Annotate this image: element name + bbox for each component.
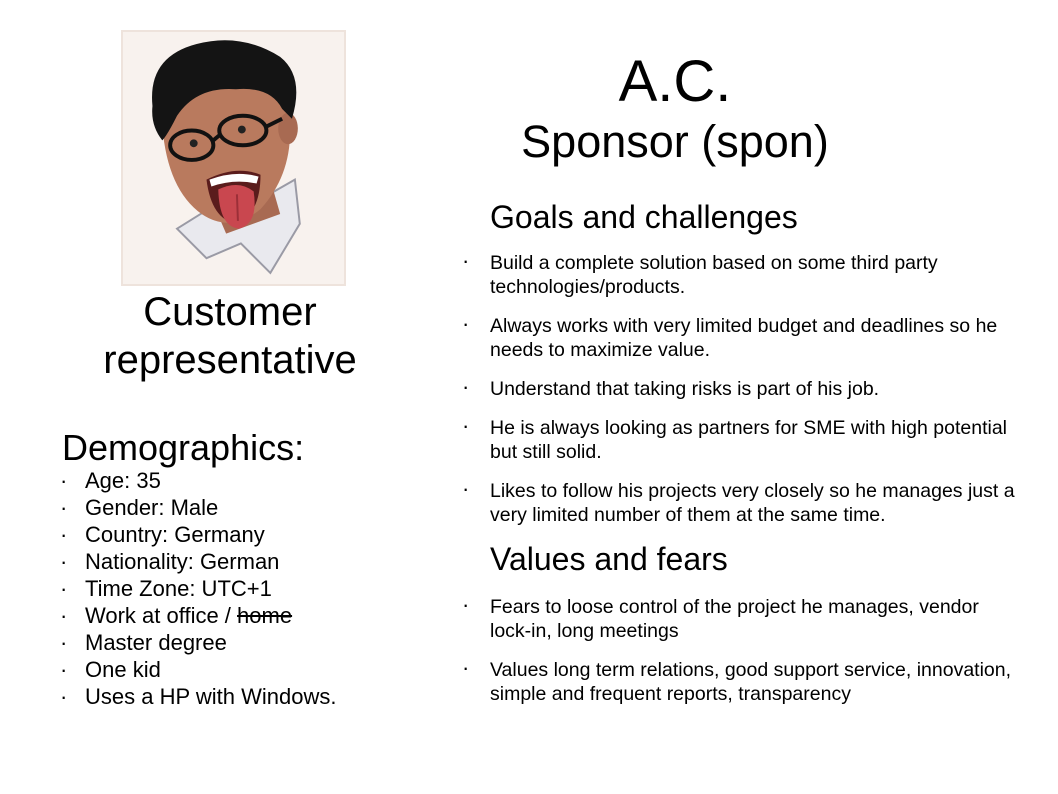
work-struck: home <box>237 603 293 628</box>
cartoon-man-icon <box>123 32 344 284</box>
demographics-title: Demographics: <box>62 427 305 468</box>
persona-category <box>60 288 400 384</box>
persona-name: A.C. <box>618 49 732 114</box>
value-item: · Fears to loose control of the project he manages, vendor lock-in, long meetings <box>462 595 1022 643</box>
demographic-item: · Uses a HP with Windows. <box>60 683 336 710</box>
demographic-item: · Nationality: German <box>60 548 336 575</box>
demographic-item: · One kid <box>60 656 336 683</box>
persona-portrait <box>121 30 346 286</box>
category-line-1: Customer <box>143 290 317 334</box>
persona-role: Sponsor (spon) <box>521 116 829 167</box>
value-item: · Values long term relations, good support service, innovation, simple and frequent reports, transparency <box>462 658 1022 706</box>
demographic-item: · Age: 35 <box>60 467 336 494</box>
demographic-item-work <box>60 602 336 629</box>
goals-title: Goals and challenges <box>490 199 798 235</box>
goal-item: · Build a complete solution based on some third party technologies/products. <box>462 251 1022 299</box>
demographic-item: · Master degree <box>60 629 336 656</box>
demographic-item: · Gender: Male <box>60 494 336 521</box>
demographic-item: · Country: Germany <box>60 521 336 548</box>
goal-item: · Likes to follow his projects very closely so he manages just a very limited number of them at the same time. <box>462 479 1022 527</box>
goal-item: · Understand that taking risks is part of his job. <box>462 377 1022 401</box>
goal-item: · He is always looking as partners for SME with high potential but still solid. <box>462 416 1022 464</box>
work-prefix: Work at office / <box>85 603 238 628</box>
values-list <box>462 595 1022 721</box>
goals-list <box>462 251 1022 542</box>
demographic-item: · Time Zone: UTC+1 <box>60 575 336 602</box>
values-title: Values and fears <box>490 541 728 577</box>
goal-item: · Always works with very limited budget and deadlines so he needs to maximize value. <box>462 314 1022 362</box>
category-line-2: representative <box>103 338 357 382</box>
demographics-list <box>60 467 336 710</box>
